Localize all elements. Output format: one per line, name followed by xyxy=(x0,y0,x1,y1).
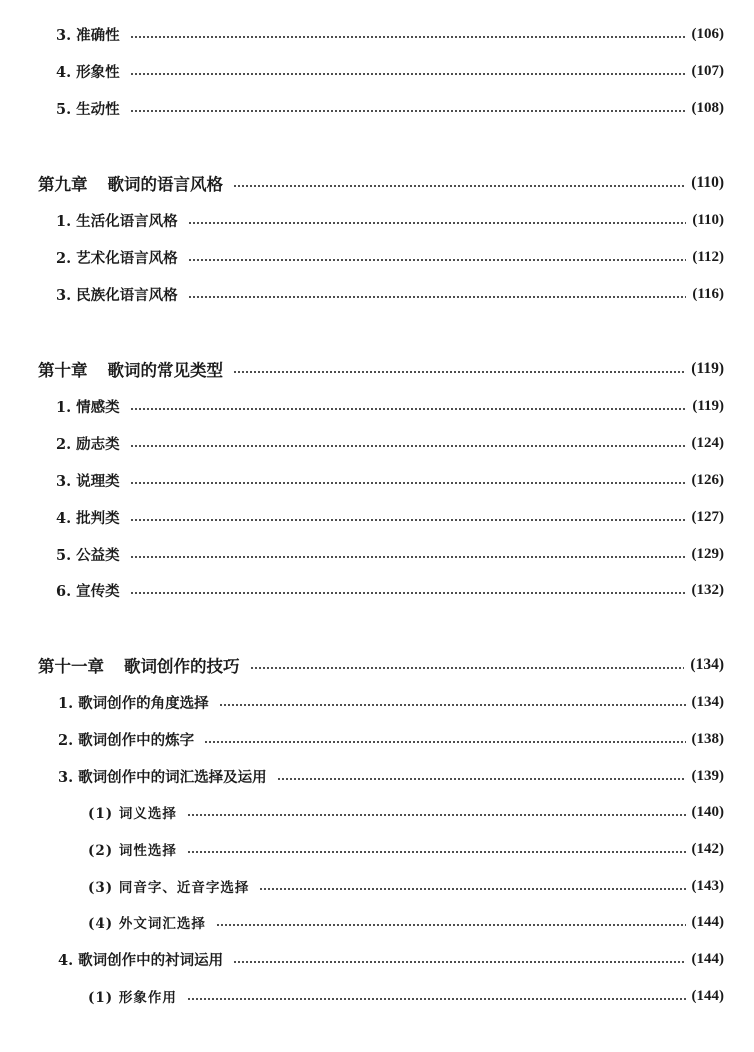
dot-leader xyxy=(130,445,686,447)
page-number: (107) xyxy=(691,62,724,79)
entry-title: 4. 批判类 xyxy=(56,509,120,527)
dot-leader xyxy=(233,961,685,963)
page-number: (143) xyxy=(691,877,724,894)
toc-entry xyxy=(56,95,724,121)
dot-leader xyxy=(188,222,687,224)
toc-entry xyxy=(56,207,724,233)
chapter-number: 第十章 xyxy=(38,361,88,380)
dot-leader xyxy=(187,998,686,1000)
toc-entry xyxy=(56,21,724,47)
page-number: (132) xyxy=(691,581,724,598)
page-number: (142) xyxy=(691,840,724,857)
page-number: (129) xyxy=(691,545,724,562)
chapter-title: 歌词的常见类型 xyxy=(107,361,223,380)
entry-title: 3. 民族化语言风格 xyxy=(56,286,178,304)
entry-title: (1) 词义选择 xyxy=(88,806,177,822)
entry-title: 2. 艺术化语言风格 xyxy=(56,249,178,267)
entry-title: 4. 歌词创作中的衬词运用 xyxy=(58,951,224,969)
toc-entry xyxy=(58,763,724,789)
page-number: (134) xyxy=(690,656,724,673)
page-number: (119) xyxy=(692,397,724,414)
entry-title: 3. 准确性 xyxy=(56,26,120,44)
entry-title: 2. 歌词创作中的炼字 xyxy=(58,731,195,749)
dot-leader xyxy=(130,36,686,38)
page-number: (140) xyxy=(691,803,724,820)
toc-subentry xyxy=(88,909,724,935)
chapter-heading xyxy=(38,356,724,382)
chapter-number: 第九章 xyxy=(38,175,88,194)
chapter-title: 歌词创作的技巧 xyxy=(124,657,240,676)
page-number: (138) xyxy=(691,730,724,747)
dot-leader xyxy=(233,371,685,373)
toc-subentry xyxy=(88,799,724,825)
page-number: (134) xyxy=(691,693,724,710)
entry-title: (4) 外文词汇选择 xyxy=(88,916,206,932)
toc-entry xyxy=(58,946,724,972)
entry-title: 1. 情感类 xyxy=(56,398,120,416)
toc-entry xyxy=(56,541,724,567)
dot-leader xyxy=(130,73,686,75)
toc-entry xyxy=(56,577,724,603)
chapter-title: 歌词的语言风格 xyxy=(107,175,223,194)
toc-entry xyxy=(56,430,724,456)
page-number: (139) xyxy=(691,767,724,784)
page-number: (127) xyxy=(691,508,724,525)
toc-entry xyxy=(58,689,724,715)
page-number: (116) xyxy=(692,285,724,302)
entry-title: 4. 形象性 xyxy=(56,63,120,81)
dot-leader xyxy=(130,519,686,521)
page-number: (126) xyxy=(691,471,724,488)
page-number: (144) xyxy=(691,913,724,930)
dot-leader xyxy=(130,408,687,410)
page-number: (144) xyxy=(691,950,724,967)
entry-title: 3. 歌词创作中的词汇选择及运用 xyxy=(58,768,267,786)
dot-leader xyxy=(188,296,687,298)
toc-entry xyxy=(56,281,724,307)
toc-entry xyxy=(56,467,724,493)
dot-leader xyxy=(187,814,686,816)
dot-leader xyxy=(216,924,686,926)
toc-entry xyxy=(56,58,724,84)
dot-leader xyxy=(188,259,687,261)
toc-entry xyxy=(56,504,724,530)
page-number: (110) xyxy=(692,211,724,228)
dot-leader xyxy=(204,741,685,743)
toc-subentry xyxy=(88,836,724,862)
dot-leader xyxy=(259,888,685,890)
chapter-heading xyxy=(38,652,724,678)
page-number: (119) xyxy=(691,360,724,377)
entry-title: 1. 生活化语言风格 xyxy=(56,212,178,230)
dot-leader xyxy=(250,667,685,669)
entry-title: (1) 形象作用 xyxy=(88,990,177,1006)
dot-leader xyxy=(130,482,686,484)
dot-leader xyxy=(130,556,686,558)
toc-entry xyxy=(56,393,724,419)
page-number: (124) xyxy=(691,434,724,451)
entry-title: 1. 歌词创作的角度选择 xyxy=(58,694,209,712)
page-number: (144) xyxy=(691,987,724,1004)
chapter-number: 第十一章 xyxy=(38,657,104,676)
entry-title: 6. 宣传类 xyxy=(56,582,120,600)
toc-subentry xyxy=(88,873,724,899)
page-number: (110) xyxy=(691,174,724,191)
page-number: (112) xyxy=(692,248,724,265)
dot-leader xyxy=(187,851,686,853)
page-number: (106) xyxy=(691,25,724,42)
dot-leader xyxy=(277,778,686,780)
dot-leader xyxy=(219,704,686,706)
dot-leader xyxy=(130,110,686,112)
toc-entry xyxy=(56,244,724,270)
toc-entry xyxy=(58,726,724,752)
page-number: (108) xyxy=(691,99,724,116)
entry-title: 5. 公益类 xyxy=(56,546,120,564)
entry-title: 3. 说理类 xyxy=(56,472,120,490)
entry-title: 2. 励志类 xyxy=(56,435,120,453)
chapter-heading xyxy=(38,170,724,196)
entry-title: 5. 生动性 xyxy=(56,100,120,118)
toc-subentry xyxy=(88,983,724,1009)
dot-leader xyxy=(130,592,686,594)
entry-title: (3) 同音字、近音字选择 xyxy=(88,880,250,896)
dot-leader xyxy=(233,185,685,187)
entry-title: (2) 词性选择 xyxy=(88,843,177,859)
